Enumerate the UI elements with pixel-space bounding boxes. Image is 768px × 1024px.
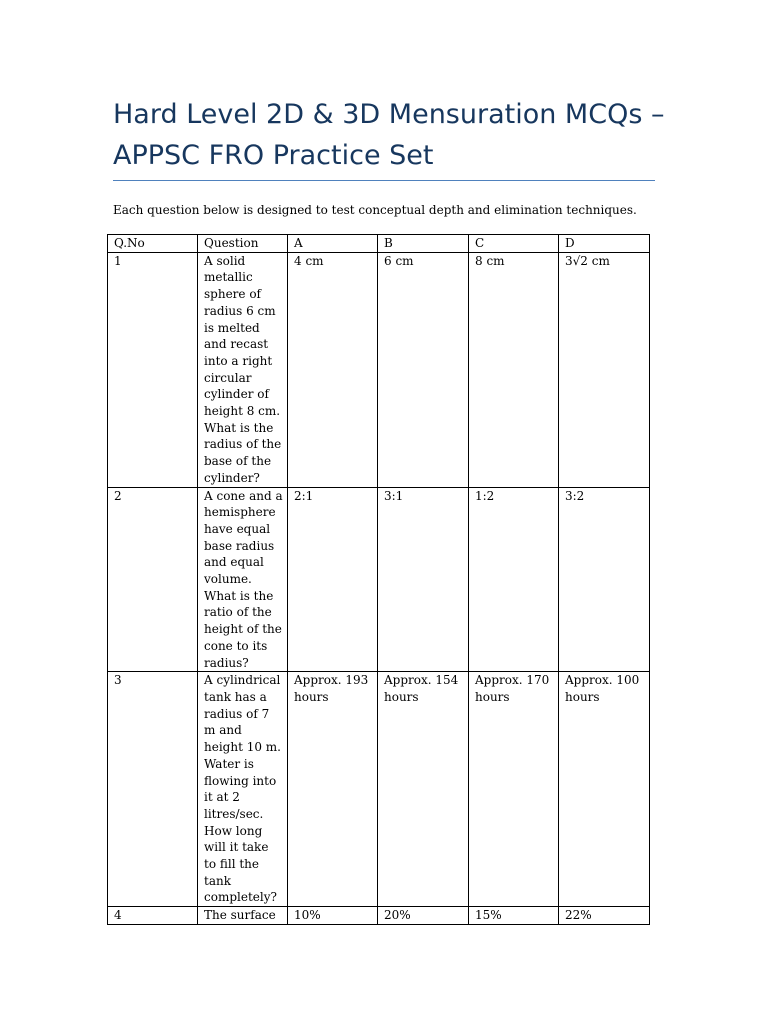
cell-option-a: 4 cm — [288, 252, 378, 487]
header-option-c: C — [469, 235, 559, 253]
cell-option-d: Approx. 100 hours — [559, 672, 650, 907]
table-row — [108, 252, 650, 487]
cell-qno: 1 — [108, 252, 198, 487]
table-header-row — [108, 235, 650, 253]
header-question: Question — [198, 235, 288, 253]
cell-option-d: 3√2 cm — [559, 252, 650, 487]
table-row — [108, 907, 650, 925]
cell-question: A solid metallic sphere of radius 6 cm is melted and recast into a right circular cylinder of height 8 cm. What is the radius of the base of the cylinder? — [198, 252, 288, 487]
table-row — [108, 672, 650, 907]
cell-option-c: Approx. 170 hours — [469, 672, 559, 907]
mcq-table — [107, 234, 650, 925]
cell-qno: 2 — [108, 487, 198, 672]
header-qno: Q.No — [108, 235, 198, 253]
cell-option-a: 10% — [288, 907, 378, 925]
cell-question: The surface — [198, 907, 288, 925]
cell-option-d: 22% — [559, 907, 650, 925]
cell-option-d: 3:2 — [559, 487, 650, 672]
cell-qno: 4 — [108, 907, 198, 925]
cell-option-c: 15% — [469, 907, 559, 925]
header-option-d: D — [559, 235, 650, 253]
cell-qno: 3 — [108, 672, 198, 907]
page-title: Hard Level 2D & 3D Mensuration MCQs – APPSC FRO Practice Set — [113, 99, 665, 171]
header-option-b: B — [378, 235, 469, 253]
cell-option-b: 20% — [378, 907, 469, 925]
cell-option-b: Approx. 154 hours — [378, 672, 469, 907]
cell-option-b: 6 cm — [378, 252, 469, 487]
cell-question: A cylindrical tank has a radius of 7 m and height 10 m. Water is flowing into it at 2 litres/sec. How long will it take to fill the tank completely? — [198, 672, 288, 907]
cell-option-c: 1:2 — [469, 487, 559, 672]
cell-option-b: 3:1 — [378, 487, 469, 672]
table-row — [108, 487, 650, 672]
header-option-a: A — [288, 235, 378, 253]
cell-option-a: 2:1 — [288, 487, 378, 672]
title-divider — [113, 180, 655, 181]
intro-paragraph: Each question below is designed to test conceptual depth and elimination techniques. — [113, 203, 637, 217]
cell-option-a: Approx. 193 hours — [288, 672, 378, 907]
cell-option-c: 8 cm — [469, 252, 559, 487]
cell-question: A cone and a hemisphere have equal base radius and equal volume. What is the ratio of the height of the cone to its radius? — [198, 487, 288, 672]
